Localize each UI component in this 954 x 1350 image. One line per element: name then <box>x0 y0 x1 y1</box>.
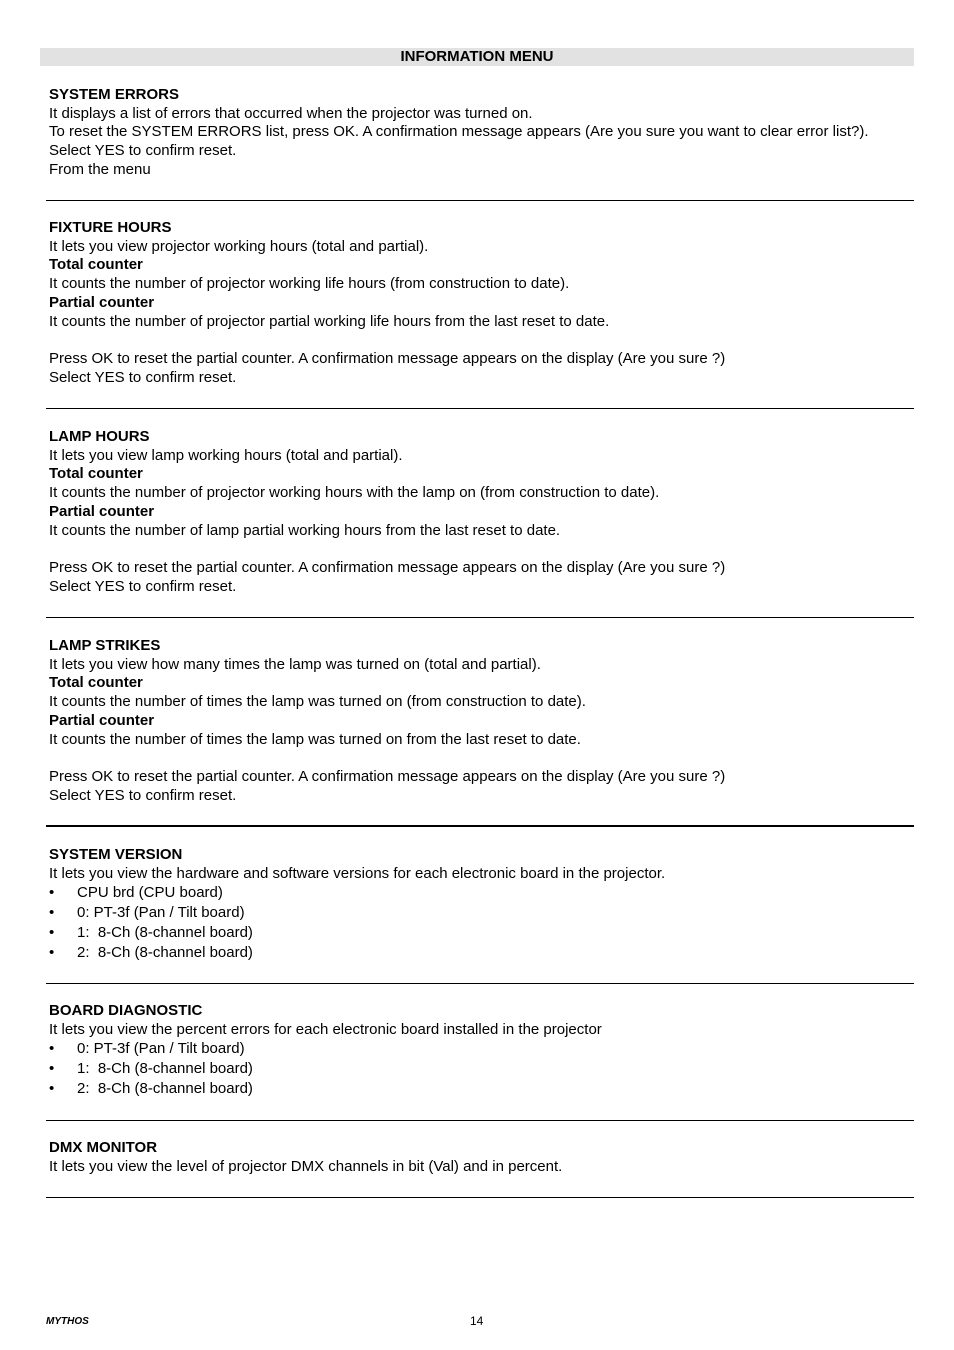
section-intro: It lets you view the level of projector DMX channels in bit (Val) and in percent. <box>49 1157 563 1175</box>
list-item <box>49 1079 911 1099</box>
bullet-icon <box>49 1059 77 1079</box>
partial-counter-label: Partial counter <box>49 711 155 729</box>
list-item-text: 2: 8-Ch (8-channel board) <box>77 943 253 961</box>
partial-counter-label: Partial counter <box>49 502 155 520</box>
total-counter-label: Total counter <box>49 674 143 692</box>
section-title: DMX MONITOR <box>49 1139 158 1156</box>
page-number: 14 <box>470 1314 484 1328</box>
blank-line <box>49 749 911 768</box>
partial-counter-text: It counts the number of times the lamp was turned on from the last reset to date. <box>49 730 581 748</box>
list-item <box>49 943 911 963</box>
section-system-errors <box>49 86 911 180</box>
section-board-diagnostic <box>49 1002 911 1099</box>
total-counter-text: It counts the number of times the lamp was turned on (from construction to date). <box>49 693 586 711</box>
blank-line <box>49 331 911 350</box>
list-item-text: 0: PT-3f (Pan / Tilt board) <box>77 1040 245 1058</box>
list-item <box>49 883 911 903</box>
partial-counter-text: It counts the number of projector partial working life hours from the last reset to date. <box>49 312 610 330</box>
list-item-text: 0: PT-3f (Pan / Tilt board) <box>77 904 245 922</box>
list-item <box>49 1039 911 1059</box>
total-counter-text: It counts the number of projector working life hours (from construction to date). <box>49 275 570 293</box>
confirm-instruction: Select YES to confirm reset. <box>49 786 237 804</box>
section-text: It displays a list of errors that occurred when the projector was turned on. <box>49 104 533 122</box>
total-counter-label: Total counter <box>49 256 143 274</box>
divider <box>46 408 914 409</box>
list-item <box>49 923 911 943</box>
list-item <box>49 903 911 923</box>
section-title: BOARD DIAGNOSTIC <box>49 1002 203 1019</box>
bullet-icon <box>49 1079 77 1099</box>
section-system-version <box>49 846 911 962</box>
section-intro: It lets you view the percent errors for each electronic board installed in the projector <box>49 1020 602 1038</box>
reset-instruction: Press OK to reset the partial counter. A confirmation message appears on the display (Are you sure ?) <box>49 767 726 785</box>
section-text: From the menu <box>49 160 151 178</box>
total-counter-text: It counts the number of projector working hours with the lamp on (from construction to date). <box>49 484 660 502</box>
section-lamp-strikes <box>49 637 911 805</box>
section-title: SYSTEM ERRORS <box>49 86 180 103</box>
footer-brand: MYTHOS <box>46 1316 89 1327</box>
bullet-icon <box>49 923 77 943</box>
list-item-text: CPU brd (CPU board) <box>77 884 223 902</box>
section-intro: It lets you view how many times the lamp was turned on (total and partial). <box>49 655 541 673</box>
total-counter-label: Total counter <box>49 465 143 483</box>
section-intro: It lets you view projector working hours (total and partial). <box>49 237 429 255</box>
confirm-instruction: Select YES to confirm reset. <box>49 368 237 386</box>
list-item-text: 1: 8-Ch (8-channel board) <box>77 923 253 941</box>
section-title: LAMP STRIKES <box>49 637 161 654</box>
reset-instruction: Press OK to reset the partial counter. A confirmation message appears on the display (Are you sure ?) <box>49 558 726 576</box>
divider <box>46 825 914 827</box>
reset-instruction: Press OK to reset the partial counter. A confirmation message appears on the display (Are you sure ?) <box>49 349 726 367</box>
header-title: INFORMATION MENU <box>400 48 554 65</box>
divider <box>46 1120 914 1121</box>
section-fixture-hours <box>49 219 911 387</box>
divider <box>46 617 914 618</box>
section-text: To reset the SYSTEM ERRORS list, press OK. A confirmation message appears (Are you sure you want to clear error list?). Select YES to confirm reset. <box>49 123 869 160</box>
section-title: FIXTURE HOURS <box>49 219 172 236</box>
section-lamp-hours <box>49 428 911 596</box>
section-intro: It lets you view lamp working hours (total and partial). <box>49 446 403 464</box>
section-intro: It lets you view the hardware and software versions for each electronic board in the projector. <box>49 864 666 882</box>
divider <box>46 1197 914 1198</box>
section-title: SYSTEM VERSION <box>49 846 183 863</box>
list-item-text: 1: 8-Ch (8-channel board) <box>77 1060 253 1078</box>
bullet-icon <box>49 1039 77 1059</box>
page-header <box>40 48 914 66</box>
section-dmx-monitor <box>49 1139 911 1176</box>
divider <box>46 200 914 201</box>
section-title: LAMP HOURS <box>49 428 150 445</box>
confirm-instruction: Select YES to confirm reset. <box>49 577 237 595</box>
bullet-icon <box>49 943 77 963</box>
blank-line <box>49 540 911 559</box>
list-item <box>49 1059 911 1079</box>
divider <box>46 983 914 984</box>
partial-counter-text: It counts the number of lamp partial working hours from the last reset to date. <box>49 521 561 539</box>
list-item-text: 2: 8-Ch (8-channel board) <box>77 1079 253 1097</box>
bullet-icon <box>49 883 77 903</box>
partial-counter-label: Partial counter <box>49 293 155 311</box>
bullet-icon <box>49 903 77 923</box>
